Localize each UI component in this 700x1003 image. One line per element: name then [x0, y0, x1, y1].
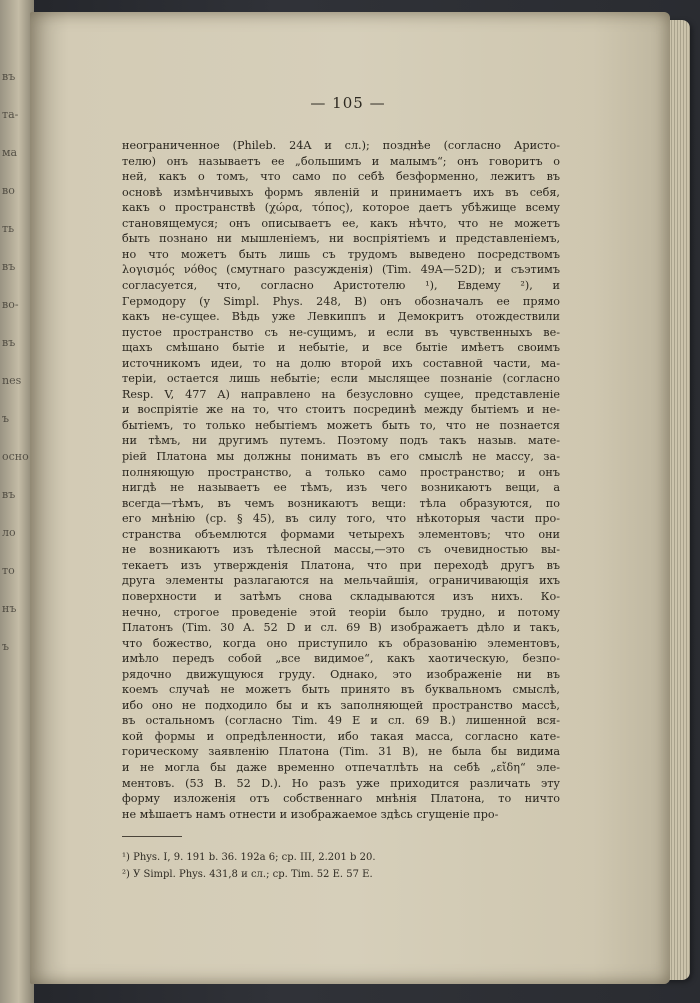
left-page-fragment: въ	[2, 70, 16, 83]
left-page-fragment: та-	[2, 108, 19, 121]
text-line: не мѣшаетъ намъ отнести и изображаемое здѣсь сгущеніе про-	[122, 807, 499, 821]
left-page-fragment: ъ	[2, 640, 9, 653]
text-line: рядочно движущуюся груду. Однако, это изображеніе ни въ	[122, 667, 560, 681]
left-page-fragment: во	[2, 184, 15, 197]
left-page-edge	[0, 0, 34, 1003]
book-page	[30, 12, 670, 984]
text-line: всегда—тѣмъ, въ чемъ возникаютъ вещи: тѣла образуются, по	[122, 496, 560, 510]
text-line: горическому заявленію Платона (Tim. 31 B), не была бы видима	[122, 745, 560, 759]
text-line: быть познано ни мышленіемъ, ни воспріятіемъ и представленіемъ,	[122, 232, 560, 246]
text-line: странства объемлются формами четырехъ элементовъ; что они	[122, 527, 560, 541]
footnote-rule	[122, 836, 182, 837]
left-page-fragment: въ	[2, 488, 16, 501]
text-line: нигдѣ не называетъ ее тѣмъ, изъ чего возникаютъ вещи, а	[122, 481, 560, 495]
left-page-fragment: nes	[2, 374, 22, 387]
footnote: ¹) Phys. I, 9. 191 b. 36. 192a 6; ср. III, 2.201 b 20.	[122, 852, 376, 863]
page-number: — 105 —	[310, 94, 386, 112]
text-line: коемъ случаѣ не можетъ быть принято въ буквальномъ смыслѣ,	[122, 683, 560, 697]
text-line: въ остальномъ (согласно Tim. 49 E и сл. 69 B.) лишенной вся-	[122, 714, 560, 728]
text-line: теріи, остается лишь небытіе; если мыслящее познаніе (согласно	[122, 372, 560, 386]
text-line: становящемуся; онъ описываетъ ее, какъ нѣчто, что не можетъ	[122, 216, 560, 230]
left-page-fragment: въ	[2, 260, 16, 273]
text-line: источникомъ идеи, то на долю второй ихъ составной части, ма-	[122, 356, 560, 370]
text-line: щахъ смѣшано бытіе и небытіе, и все бытіе имѣетъ своимъ	[122, 341, 560, 355]
text-line: друга элементы разлагаются на мельчайшія, ограничивающія ихъ	[122, 574, 560, 588]
text-line: ріей Платона мы должны понимать въ его смыслѣ не массу, за-	[122, 450, 560, 463]
left-page-fragment: ть	[2, 222, 15, 235]
left-page-fragment: ъ	[2, 412, 9, 425]
text-line: Resp. V, 477 A) направлено на безусловно сущее, представленіе	[122, 387, 560, 401]
text-line: не возникаютъ изъ тѣлесной массы,—это съ очевидностью вы-	[122, 543, 560, 557]
text-line: нечно, строгое проведеніе этой теоріи было трудно, и потому	[122, 605, 560, 619]
left-page-fragment: нъ	[2, 602, 17, 615]
text-line: ментовъ. (53 B. 52 D.). Но разъ уже приходится различать эту	[122, 776, 560, 790]
text-line: ни тѣмъ, ни другимъ путемъ. Поэтому подъ такъ назыв. мате-	[122, 434, 560, 448]
text-line: основѣ измѣнчивыхъ формъ явленій и принимаетъ ихъ въ себя,	[122, 185, 560, 199]
text-line: и не могла бы даже временно отпечатлѣть на себѣ „εἴδη“ эле-	[122, 761, 560, 774]
text-line: ибо оно не подходило бы и къ заполняющей пространство массѣ,	[122, 698, 560, 712]
text-line: имѣло передъ собой „все видимое“, какъ хаотическую, безпо-	[122, 652, 560, 666]
left-page-fragment: ма	[2, 146, 18, 159]
text-line: полняющую пространство, а только само пространство; и онъ	[122, 465, 560, 479]
text-line: ней, какъ о томъ, что само по себѣ безформенно, лежитъ въ	[122, 170, 560, 184]
footnote: ²) У Simpl. Phys. 431,8 и сл.; ср. Tim. 52 E. 57 E.	[122, 869, 373, 880]
left-page-fragment: во-	[2, 298, 19, 311]
text-line: бытіемъ, то только небытіемъ можетъ быть то, что не познается	[122, 418, 560, 432]
text-line: неограниченное (Phileb. 24A и сл.); позднѣе (согласно Аристо-	[122, 139, 560, 152]
text-line: какъ не-сущее. Вѣдь уже Левкиппъ и Демокритъ отождествили	[122, 310, 560, 324]
text-line: λογισμός νόθος (смутнаго разсужденія) (Tim. 49A—52D); и съэтимъ	[122, 263, 560, 277]
left-page-fragment: ло	[2, 526, 16, 539]
text-line: его мнѣнію (ср. § 45), въ силу того, что нѣкоторыя части про-	[122, 512, 560, 526]
text-line: и воспріятіе же на то, что стоитъ посрединѣ между бытіемъ и не-	[122, 403, 560, 417]
text-line: согласуется, что, согласно Аристотелю ¹), Евдему ²), и	[122, 278, 560, 292]
text-line: но что можетъ быть лишь съ трудомъ выведено посредствомъ	[122, 247, 560, 261]
text-line: какъ о пространствѣ (χώρα, τόπος), которое даетъ убѣжище всему	[122, 201, 560, 215]
text-line: кой формы и опредѣленности, ибо такая масса, согласно кате-	[122, 729, 560, 743]
left-page-fragment: въ	[2, 336, 16, 349]
text-line: что божество, когда оно приступило къ образованію элементовъ,	[122, 636, 560, 650]
text-line: форму изложенія отъ собственнаго мнѣнія Платона, то ничто	[122, 792, 560, 806]
text-line: поверхности и затѣмъ снова складываются изъ нихъ. Ко-	[122, 589, 560, 603]
text-line: телю) онъ называетъ ее „большимъ и малымъ“; онъ говоритъ о	[122, 154, 560, 168]
left-page-fragment: то	[2, 564, 15, 577]
left-page-fragment: осно	[2, 450, 29, 463]
text-line: Платонъ (Tim. 30 A. 52 D и сл. 69 B) изображаетъ дѣло и такъ,	[122, 621, 560, 635]
text-line: Гермодору (у Simpl. Phys. 248, B) онъ обозначалъ ее прямо	[122, 294, 560, 308]
text-line: пустое пространство съ не-сущимъ, и если въ чувственныхъ ве-	[122, 325, 560, 339]
text-line: текаетъ изъ утвержденія Платона, что при переходѣ другъ въ	[122, 558, 560, 572]
